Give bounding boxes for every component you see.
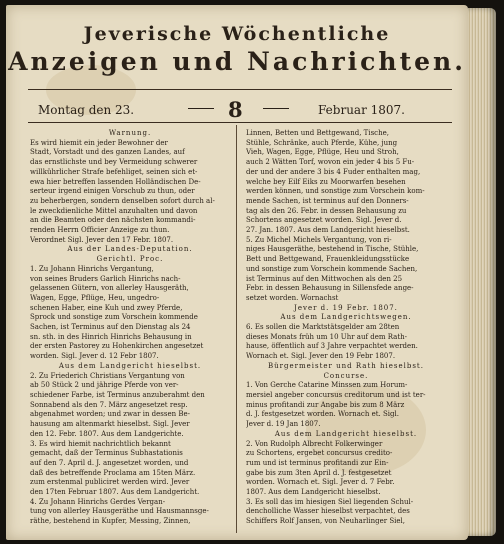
text-line: dencholliche Wasser hieselbst verpachtet, des xyxy=(246,507,410,516)
text-line: Gerichtl. Proc. xyxy=(96,255,164,264)
text-line: Jever d. 19 Jan 1807. xyxy=(246,420,321,429)
text-line: daß des betreffende Proclama am 15ten März. xyxy=(30,468,196,477)
text-line: Febr. in dessen Behausung in Sillensfede ange- xyxy=(246,284,414,293)
text-line: 5. Zu Michel Michels Vergantung, von ri- xyxy=(246,235,392,244)
text-line: 4. Zu Johann Hinrichs Gerdes Vergan- xyxy=(30,497,166,506)
text-line: zu Schortens, ergebet concursus credito- xyxy=(246,449,393,458)
text-line: Aus dem Landgericht hieselbst. xyxy=(58,361,202,370)
text-line: Es wird hiemit ein jeder Bewohner der xyxy=(30,138,168,147)
text-line: 1. Zu Johann Hinrichs Vergantung, xyxy=(30,264,154,273)
text-line: 3. Es soll das im hiesigen Siel liegenden Schul- xyxy=(246,497,414,506)
text-line: 1807. Aus dem Landgericht hieselbst. xyxy=(246,488,381,497)
text-line: von seines Bruders Garlich Hinrichs nach- xyxy=(30,274,181,283)
text-line: Jever d. 19 Febr. 1807. xyxy=(294,303,398,312)
issue-month: Februar 1807. xyxy=(318,103,405,117)
text-line: minus profitandi zur Angabe bis zum 8 März xyxy=(246,400,405,409)
dateline-rule xyxy=(28,122,452,123)
text-line: rum und ist terminus profitandi zur Ein- xyxy=(246,458,389,467)
text-line: hausung am altenmarkt hieselbst. Sigl. Jever xyxy=(30,420,190,429)
issue-number: 8 xyxy=(228,97,243,122)
text-line: le zweckdienliche Mittel anzuhalten und davon xyxy=(30,206,198,215)
text-line: ab 50 Stück 2 und jährige Pferde von ver- xyxy=(30,381,179,390)
text-line: den 17ten Februar 1807. Aus dem Landgericht. xyxy=(30,488,200,497)
text-line: mersiel angeber concursus creditorum und ist ter- xyxy=(246,390,426,399)
dateline xyxy=(28,97,452,122)
page-stack-edge xyxy=(468,8,496,536)
text-line: an die Beamten oder den nächsten kommandi- xyxy=(30,216,196,225)
right-column xyxy=(246,129,446,527)
text-line: Stadt, Vorstadt und des ganzen Landes, auf xyxy=(30,148,185,157)
text-line: sn. sth. in des Hinrich Hinrichs Behausung in xyxy=(30,332,192,341)
text-line: auch 2 Wätten Torf, wovon ein jeder 4 bis 5 Fu- xyxy=(246,158,415,167)
text-line: der und der andere 3 bis 4 Fuder enthalten mag, xyxy=(246,167,421,176)
issue-day: Montag den 23. xyxy=(38,103,135,117)
text-line: Stühle, Schränke, auch Pferde, Kühe, jung xyxy=(246,138,398,147)
text-line: räthe, bestehend in Kupfer, Messing, Zinnen, xyxy=(30,517,191,526)
text-line: gemacht, daß der Terminus Subhastationis xyxy=(30,449,183,458)
text-line: tung von allerley Hausgeräthe und Hausmannsge- xyxy=(30,507,209,516)
text-line: Bürgermeister und Rath hieselbst. xyxy=(268,361,424,370)
text-line: gelassenen Gütern, von allerley Hausgeräth, xyxy=(30,284,189,293)
newspaper-page xyxy=(6,5,468,540)
masthead-rule xyxy=(28,89,452,90)
masthead-title-line-2: Anzeigen und Nachrichten. xyxy=(8,47,466,76)
text-line: Verordnet Sigl. Jever den 17 Febr. 1807. xyxy=(30,235,174,244)
text-line: schenen Haber, eine Kuh und zwey Pferde, xyxy=(30,303,183,312)
text-line: welche bey Eilf Eiks zu Moorwarfen besehen xyxy=(246,177,406,186)
text-line: Sonnabend als den 7. März angesetzet resp. xyxy=(30,400,188,409)
text-line: Warnung. xyxy=(108,129,152,137)
text-line: serteur irgend einigen Vorschub zu thun, oder xyxy=(30,187,195,196)
text-line: Linnen, Betten und Bettgewand, Tische, xyxy=(246,129,389,137)
text-line: setzet worden. Wornachst xyxy=(246,293,339,302)
text-line: Aus dem Landgerichtswegen. xyxy=(280,313,412,322)
text-line: abgenahmet worden; und zwar in dessen Be- xyxy=(30,410,191,419)
dateline-dash xyxy=(188,108,214,109)
text-line: Sprock und sonstige zum Vorschein kommende xyxy=(30,313,198,322)
text-line: Sachen, ist Terminus auf den Dienstag als 24 xyxy=(30,323,191,332)
text-line: 3. Es wird hiemit nachrichtlich bekannt xyxy=(30,439,171,448)
text-line: dieses Monats früh um 10 Uhr auf dem Rath- xyxy=(246,332,408,341)
text-line: 6. Es sollen die Marktstätsgelder am 28ten xyxy=(246,323,400,332)
text-line: gabe bis zum 3ten April d. J. festgesetzet xyxy=(246,468,392,477)
text-line: willkührlicher Strafe befehliget, seinen sich et- xyxy=(30,167,198,176)
text-line: Schortens angesetzet worden. Sigl. Jever d. xyxy=(246,216,402,225)
left-column xyxy=(30,129,230,527)
text-line: 2. Zu Friederich Christians Vergantung von xyxy=(30,371,185,380)
text-line: worden. Wornach et. Sigl. Jever d. 7 Febr. xyxy=(246,478,395,487)
text-line: Schiffers Rolf Jansen, von Neuharlinger Siel, xyxy=(246,517,405,526)
text-line: mende Sachen, ist terminus auf den Donners- xyxy=(246,196,409,205)
text-line: ist Terminus auf den Mittwochen als den 25 xyxy=(246,274,403,283)
column-divider xyxy=(236,125,237,533)
dateline-dash xyxy=(263,108,289,109)
text-line: Bett und Bettgewand, Frauenkleidungsstücke xyxy=(246,255,410,264)
text-line: zu beherbergen, sondern denselben sofort durch al- xyxy=(30,196,215,205)
text-line: auf den 7. April d. J. angesetzet worden, und xyxy=(30,458,189,467)
text-line: Wagen, Egge, Pflüge, Heu, ungedro- xyxy=(30,293,160,302)
text-line: tag als den 26. Febr. in dessen Behausung zu xyxy=(246,206,407,215)
text-line: schiedener Farbe, ist Terminus anzuberahmt den xyxy=(30,390,205,399)
text-line: d. J. festgesetzet worden. Wornach et. Sigl. xyxy=(246,410,399,419)
text-line: das ernstlichste und bey Vermeidung schwerer xyxy=(30,158,198,167)
text-line: 1. Von Gerche Catarine Minssen zum Horum- xyxy=(246,381,408,390)
text-line: niges Hausgeräthe, bestehend in Tische, Stühle, xyxy=(246,245,419,254)
text-line: Concurse. xyxy=(323,371,369,380)
text-line: 2. Von Rudolph Albrecht Folkerwinger xyxy=(246,439,383,448)
text-line: der ersten Pastorey zu Hohenkirchen angesetzet xyxy=(30,342,204,351)
text-line: Wornach et. Sigl. Jever den 19 Febr 1807. xyxy=(246,352,396,361)
text-line: Vieh, Wagen, Egge, Pflüge, Heu und Stroh, xyxy=(246,148,399,157)
text-line: worden. Sigl. Jever d. 12 Febr 1807. xyxy=(30,352,159,361)
text-line: Aus dem Landgericht hieselbst. xyxy=(274,429,418,438)
text-line: renden Herrn Officier Anzeige zu thun. xyxy=(30,226,170,235)
text-line: Aus der Landes-Deputation. xyxy=(67,245,193,254)
text-line: 27. Jan. 1807. Aus dem Landgericht hieselbst. xyxy=(246,226,410,235)
text-line: werden können, und sonstige zum Vorschein kom- xyxy=(246,187,425,196)
text-line: den 12. Febr. 1807. Aus dem Landgerichte. xyxy=(30,429,184,438)
text-line: ewa hier betreffen lassenden Holländischen De- xyxy=(30,177,201,186)
masthead-title-line-1: Jeverische Wöchentliche xyxy=(83,23,391,45)
text-line: hause, öffentlich auf 3 Jahre verpachtet werden. xyxy=(246,342,418,351)
text-line: zum erstenmal publiciret werden wird. Jever xyxy=(30,478,190,487)
text-line: und sonstige zum Vorschein kommende Sachen, xyxy=(246,264,418,273)
